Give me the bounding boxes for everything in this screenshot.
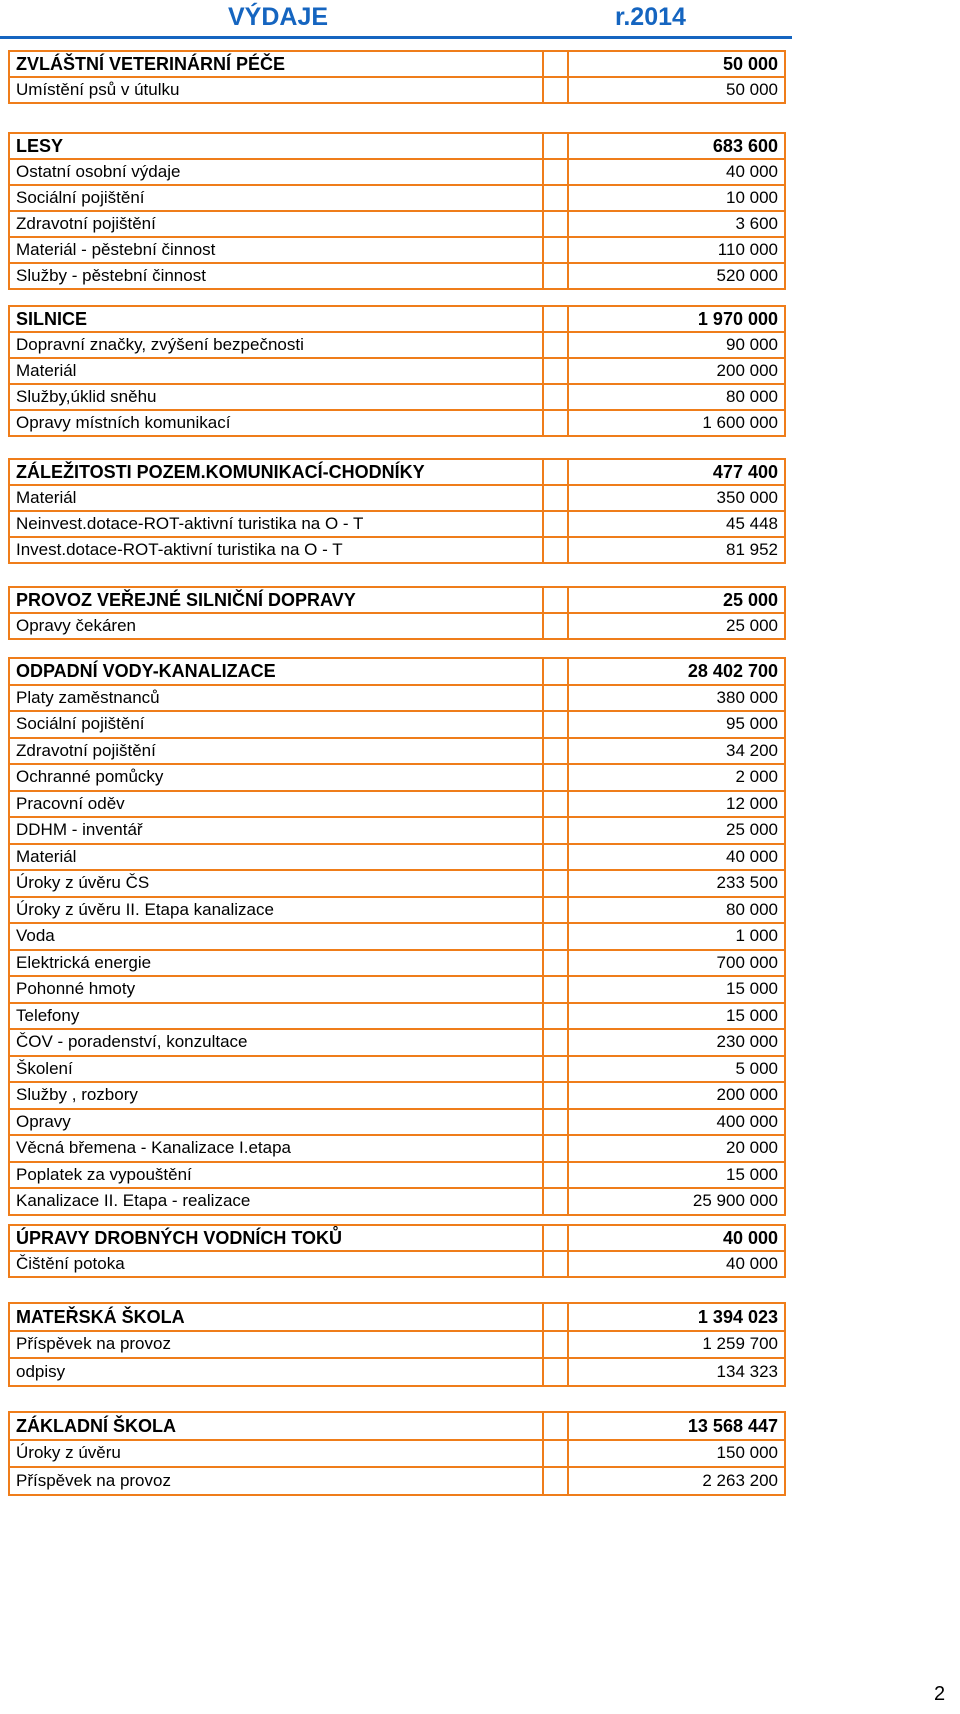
expense-row: [9, 1358, 785, 1386]
expense-amount: 110 000: [568, 237, 785, 263]
spacer-cell: [543, 1467, 568, 1495]
expense-amount: 40 000: [568, 844, 785, 871]
expense-row: [9, 358, 785, 384]
expense-label: Poplatek za vypouštění: [9, 1162, 543, 1189]
expense-amount: 1 600 000: [568, 410, 785, 436]
expense-row: [9, 1331, 785, 1359]
spacer-cell: [543, 459, 568, 485]
expense-row: [9, 844, 785, 871]
expense-label: Čištění potoka: [9, 1251, 543, 1277]
expense-row: [9, 410, 785, 436]
expense-label: Materiál: [9, 358, 543, 384]
section-total: 50 000: [568, 51, 785, 77]
spacer-cell: [543, 897, 568, 924]
spacer-cell: [543, 211, 568, 237]
section-header-row: [9, 658, 785, 685]
expense-section: [8, 586, 786, 640]
expense-label: Úroky z úvěru ČS: [9, 870, 543, 897]
expense-amount: 15 000: [568, 1162, 785, 1189]
spacer-cell: [543, 306, 568, 332]
spacer-cell: [543, 711, 568, 738]
spacer-cell: [543, 237, 568, 263]
expense-row: [9, 1109, 785, 1136]
spacer-cell: [543, 1135, 568, 1162]
expense-row: [9, 537, 785, 563]
expense-amount: 25 000: [568, 817, 785, 844]
spacer-cell: [543, 1440, 568, 1468]
spacer-cell: [543, 1029, 568, 1056]
expense-label: Elektrická energie: [9, 950, 543, 977]
expense-section: [8, 458, 786, 564]
expense-amount: 200 000: [568, 1082, 785, 1109]
expense-amount: 400 000: [568, 1109, 785, 1136]
expense-amount: 95 000: [568, 711, 785, 738]
expense-row: [9, 791, 785, 818]
expense-label: Voda: [9, 923, 543, 950]
expense-label: Dopravní značky, zvýšení bezpečnosti: [9, 332, 543, 358]
expense-amount: 90 000: [568, 332, 785, 358]
expense-label: ČOV - poradenství, konzultace: [9, 1029, 543, 1056]
spacer-cell: [543, 950, 568, 977]
section-title: SILNICE: [9, 306, 543, 332]
section-total: 25 000: [568, 587, 785, 613]
expense-amount: 12 000: [568, 791, 785, 818]
expense-amount: 350 000: [568, 485, 785, 511]
spacer-cell: [543, 537, 568, 563]
spacer-cell: [543, 817, 568, 844]
expense-label: Služby - pěstební činnost: [9, 263, 543, 289]
spacer-cell: [543, 587, 568, 613]
expense-label: Kanalizace II. Etapa - realizace: [9, 1188, 543, 1215]
expense-row: [9, 77, 785, 103]
expense-label: DDHM - inventář: [9, 817, 543, 844]
expense-label: odpisy: [9, 1358, 543, 1386]
expense-amount: 380 000: [568, 685, 785, 712]
spacer-cell: [543, 185, 568, 211]
expense-row: [9, 1082, 785, 1109]
expense-amount: 200 000: [568, 358, 785, 384]
expense-label: Zdravotní pojištění: [9, 738, 543, 765]
section-header-row: [9, 1412, 785, 1440]
spacer-cell: [543, 1358, 568, 1386]
spacer-cell: [543, 1251, 568, 1277]
spacer-cell: [543, 332, 568, 358]
expense-section: [8, 1411, 786, 1496]
expense-row: [9, 711, 785, 738]
section-title: ODPADNÍ VODY-KANALIZACE: [9, 658, 543, 685]
section-header-row: [9, 306, 785, 332]
page-title: VÝDAJE: [228, 3, 329, 31]
spacer-cell: [543, 1412, 568, 1440]
expense-label: Sociální pojištění: [9, 711, 543, 738]
expense-row: [9, 738, 785, 765]
expense-amount: 1 000: [568, 923, 785, 950]
expense-amount: 233 500: [568, 870, 785, 897]
expense-amount: 150 000: [568, 1440, 785, 1468]
expense-row: [9, 817, 785, 844]
expense-amount: 134 323: [568, 1358, 785, 1386]
section-total: 28 402 700: [568, 658, 785, 685]
expense-section: [8, 1224, 786, 1278]
expense-amount: 80 000: [568, 897, 785, 924]
expense-label: Ostatní osobní výdaje: [9, 159, 543, 185]
expense-label: Materiál: [9, 844, 543, 871]
expense-label: Služby,úklid sněhu: [9, 384, 543, 410]
page-year: r.2014: [615, 3, 686, 31]
expense-label: Úroky z úvěru: [9, 1440, 543, 1468]
spacer-cell: [543, 791, 568, 818]
expense-label: Invest.dotace-ROT-aktivní turistika na O - T: [9, 537, 543, 563]
expense-amount: 1 259 700: [568, 1331, 785, 1359]
spacer-cell: [543, 613, 568, 639]
expense-row: [9, 1467, 785, 1495]
spacer-cell: [543, 410, 568, 436]
expense-amount: 15 000: [568, 1003, 785, 1030]
expense-amount: 80 000: [568, 384, 785, 410]
expense-label: Umístění psů v útulku: [9, 77, 543, 103]
section-total: 1 394 023: [568, 1303, 785, 1331]
expense-section: [8, 50, 786, 104]
expense-amount: 25 900 000: [568, 1188, 785, 1215]
expense-row: [9, 685, 785, 712]
expense-row: [9, 159, 785, 185]
section-title: ZÁKLADNÍ ŠKOLA: [9, 1412, 543, 1440]
expense-row: [9, 485, 785, 511]
expense-row: [9, 332, 785, 358]
expense-label: Opravy: [9, 1109, 543, 1136]
spacer-cell: [543, 976, 568, 1003]
expense-label: Pracovní oděv: [9, 791, 543, 818]
expense-amount: 40 000: [568, 159, 785, 185]
expense-label: Úroky z úvěru II. Etapa kanalizace: [9, 897, 543, 924]
expense-amount: 81 952: [568, 537, 785, 563]
section-total: 683 600: [568, 133, 785, 159]
expense-label: Neinvest.dotace-ROT-aktivní turistika na O - T: [9, 511, 543, 537]
section-header-row: [9, 1225, 785, 1251]
section-total: 1 970 000: [568, 306, 785, 332]
expense-row: [9, 1003, 785, 1030]
expense-label: Sociální pojištění: [9, 185, 543, 211]
expense-section: [8, 305, 786, 437]
spacer-cell: [543, 1162, 568, 1189]
expense-label: Platy zaměstnanců: [9, 685, 543, 712]
section-total: 477 400: [568, 459, 785, 485]
section-header-row: [9, 51, 785, 77]
expense-row: [9, 237, 785, 263]
expense-section: [8, 1302, 786, 1387]
expense-row: [9, 511, 785, 537]
spacer-cell: [543, 1188, 568, 1215]
spacer-cell: [543, 133, 568, 159]
spacer-cell: [543, 1303, 568, 1331]
section-title: ZÁLEŽITOSTI POZEM.KOMUNIKACÍ-CHODNÍKY: [9, 459, 543, 485]
expense-row: [9, 1188, 785, 1215]
expense-row: [9, 384, 785, 410]
spacer-cell: [543, 685, 568, 712]
expense-amount: 3 600: [568, 211, 785, 237]
expense-amount: 20 000: [568, 1135, 785, 1162]
expense-amount: 5 000: [568, 1056, 785, 1083]
expense-section: [8, 132, 786, 290]
section-header-row: [9, 133, 785, 159]
expense-section: [8, 657, 786, 1216]
expense-row: [9, 870, 785, 897]
expense-row: [9, 764, 785, 791]
spacer-cell: [543, 844, 568, 871]
expense-amount: 2 263 200: [568, 1467, 785, 1495]
expense-amount: 230 000: [568, 1029, 785, 1056]
spacer-cell: [543, 77, 568, 103]
expense-label: Příspěvek na provoz: [9, 1467, 543, 1495]
expense-row: [9, 1162, 785, 1189]
expense-amount: 700 000: [568, 950, 785, 977]
section-title: ZVLÁŠTNÍ VETERINÁRNÍ PÉČE: [9, 51, 543, 77]
expense-row: [9, 1440, 785, 1468]
expense-label: Školení: [9, 1056, 543, 1083]
expense-label: Služby , rozbory: [9, 1082, 543, 1109]
expense-row: [9, 263, 785, 289]
section-total: 40 000: [568, 1225, 785, 1251]
expense-amount: 2 000: [568, 764, 785, 791]
expense-amount: 10 000: [568, 185, 785, 211]
section-title: MATEŘSKÁ ŠKOLA: [9, 1303, 543, 1331]
spacer-cell: [543, 384, 568, 410]
expense-amount: 34 200: [568, 738, 785, 765]
expense-label: Ochranné pomůcky: [9, 764, 543, 791]
spacer-cell: [543, 485, 568, 511]
expense-row: [9, 1135, 785, 1162]
spacer-cell: [543, 511, 568, 537]
expense-label: Zdravotní pojištění: [9, 211, 543, 237]
spacer-cell: [543, 358, 568, 384]
expense-label: Pohonné hmoty: [9, 976, 543, 1003]
spacer-cell: [543, 1056, 568, 1083]
section-title: ÚPRAVY DROBNÝCH VODNÍCH TOKŮ: [9, 1225, 543, 1251]
expense-row: [9, 185, 785, 211]
expense-row: [9, 1056, 785, 1083]
expense-row: [9, 1251, 785, 1277]
spacer-cell: [543, 658, 568, 685]
section-header-row: [9, 1303, 785, 1331]
page-number: 2: [934, 1683, 946, 1705]
expense-amount: 50 000: [568, 77, 785, 103]
spacer-cell: [543, 764, 568, 791]
section-title: LESY: [9, 133, 543, 159]
expense-label: Telefony: [9, 1003, 543, 1030]
expense-label: Opravy čekáren: [9, 613, 543, 639]
expense-label: Materiál: [9, 485, 543, 511]
spacer-cell: [543, 870, 568, 897]
expense-row: [9, 1029, 785, 1056]
spacer-cell: [543, 738, 568, 765]
spacer-cell: [543, 1225, 568, 1251]
spacer-cell: [543, 51, 568, 77]
expense-row: [9, 897, 785, 924]
expense-amount: 40 000: [568, 1251, 785, 1277]
expense-row: [9, 613, 785, 639]
spacer-cell: [543, 1003, 568, 1030]
expense-label: Opravy místních komunikací: [9, 410, 543, 436]
expense-label: Materiál - pěstební činnost: [9, 237, 543, 263]
expense-row: [9, 976, 785, 1003]
expense-amount: 45 448: [568, 511, 785, 537]
section-header-row: [9, 459, 785, 485]
section-total: 13 568 447: [568, 1412, 785, 1440]
section-title: PROVOZ VEŘEJNÉ SILNIČNÍ DOPRAVY: [9, 587, 543, 613]
spacer-cell: [543, 159, 568, 185]
expense-amount: 520 000: [568, 263, 785, 289]
expense-amount: 25 000: [568, 613, 785, 639]
spacer-cell: [543, 1331, 568, 1359]
expense-label: Příspěvek na provoz: [9, 1331, 543, 1359]
spacer-cell: [543, 263, 568, 289]
expense-row: [9, 950, 785, 977]
spacer-cell: [543, 923, 568, 950]
expense-amount: 15 000: [568, 976, 785, 1003]
spacer-cell: [543, 1082, 568, 1109]
section-header-row: [9, 587, 785, 613]
expense-row: [9, 211, 785, 237]
expense-label: Věcná břemena - Kanalizace I.etapa: [9, 1135, 543, 1162]
spacer-cell: [543, 1109, 568, 1136]
expense-row: [9, 923, 785, 950]
